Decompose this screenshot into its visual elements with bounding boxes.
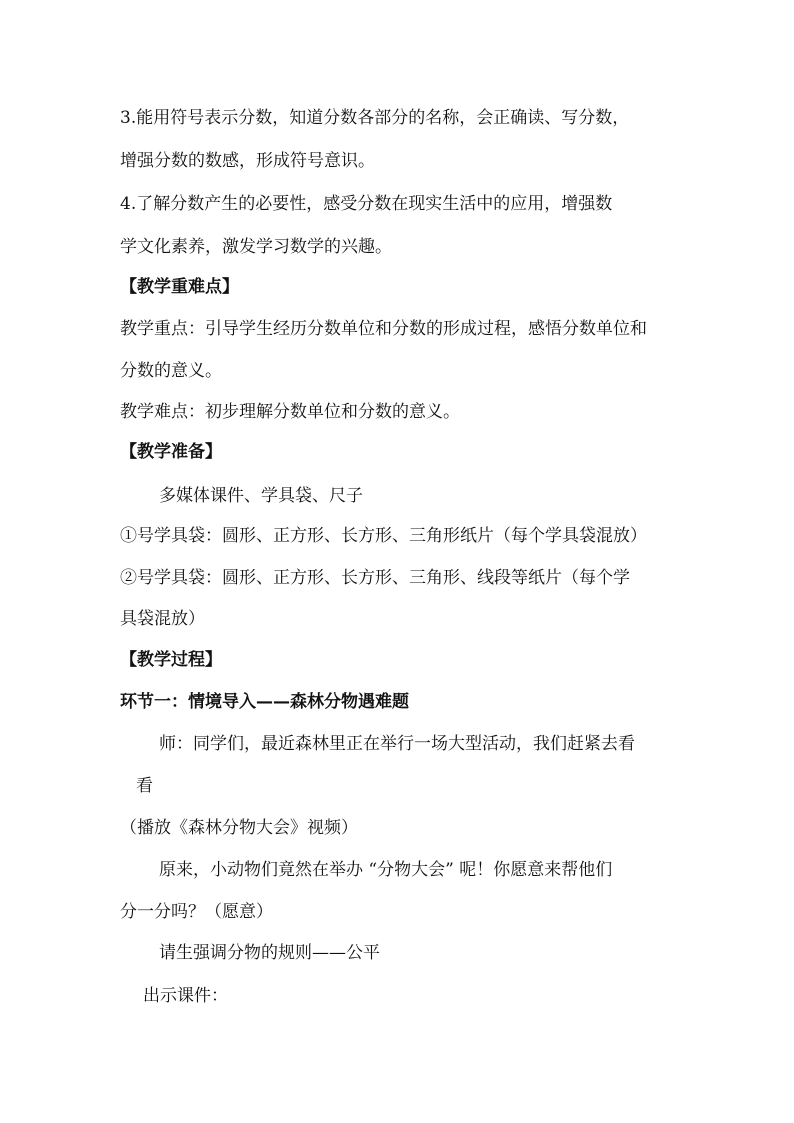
kit-2-description-line-1: ②号学具袋：圆形、正方形、长方形、三角形、线段等纸片（每个学	[120, 568, 630, 588]
show-courseware: 出示课件：	[143, 986, 228, 1006]
play-video-note: （播放《森林分物大会》视频）	[120, 818, 358, 838]
activity-line-2: 分一分吗？（愿意）	[120, 902, 273, 922]
section-heading-preparation: 【教学准备】	[120, 442, 222, 462]
preparation-materials: 多媒体课件、学具袋、尺子	[159, 486, 363, 506]
activity-line-1: 原来，小动物们竟然在举办 “分物大会” 呢！你愿意来帮他们	[159, 860, 613, 880]
key-point-line-2: 分数的意义。	[120, 361, 222, 381]
section-heading-process: 【教学过程】	[120, 650, 222, 670]
key-point-line-1: 教学重点：引导学生经历分数单位和分数的形成过程，感悟分数单位和	[120, 319, 647, 339]
kit-2-description-line-2: 具袋混放）	[120, 609, 205, 629]
kit-1-description: ①号学具袋：圆形、正方形、长方形、三角形纸片（每个学具袋混放）	[120, 526, 647, 546]
difficulty-point-line: 教学难点：初步理解分数单位和分数的意义。	[120, 402, 460, 422]
objective-3-line-1: 3.能用符号表示分数，知道分数各部分的名称，会正确读、写分数，	[120, 108, 630, 128]
teacher-intro-line-2: 看	[136, 776, 153, 796]
fairness-rule: 请生强调分物的规则——公平	[159, 943, 380, 963]
objective-4-line-1: 4.了解分数产生的必要性，感受分数在现实生活中的应用，增强数	[120, 194, 613, 214]
stage-one-heading: 环节一：情境导入——森林分物遇难题	[120, 692, 409, 712]
objective-4-line-2: 学文化素养，激发学习数学的兴趣。	[120, 237, 392, 257]
objective-3-line-2: 增强分数的数感，形成符号意识。	[120, 151, 375, 171]
section-heading-key-points: 【教学重难点】	[120, 277, 239, 297]
teacher-intro-line-1: 师：同学们，最近森林里正在举行一场大型活动，我们赶紧去看	[159, 734, 635, 754]
